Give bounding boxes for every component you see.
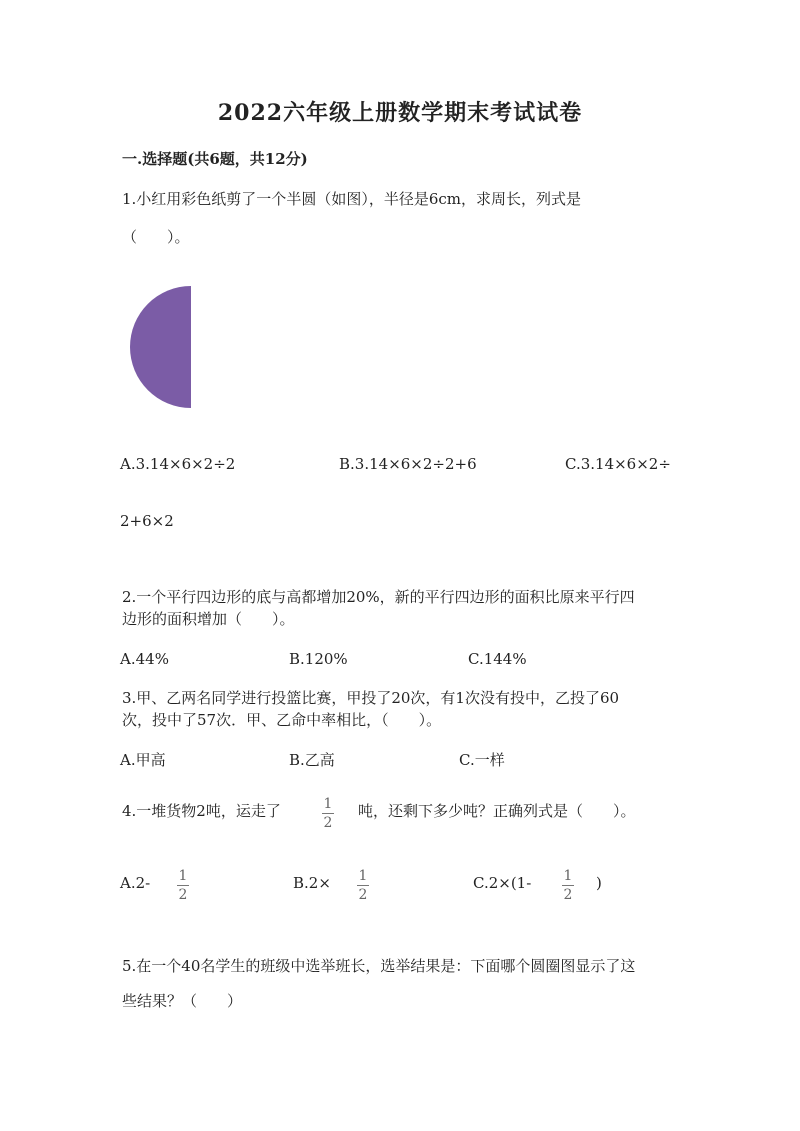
q1-text-line1: 1.小红用彩色纸剪了一个半圆（如图），半径是6cm，求周长，列式是 [122, 190, 581, 208]
q5-text-line2: 些结果？（ ） [122, 992, 243, 1010]
page-title: 2022六年级上册数学期末考试试卷 [217, 100, 583, 126]
q5-text-line1: 5.在一个40名学生的班级中选举班长，选举结果是：下面哪个圆圈图显示了这 [122, 957, 636, 975]
q2-option-c[interactable]: C.144% [468, 650, 527, 668]
fraction-numerator: 1 [563, 868, 573, 884]
q4-option-b[interactable]: B.2× [293, 874, 331, 892]
q1-option-c-continued: 2+6×2 [120, 512, 174, 530]
q3-option-c[interactable]: C.一样 [459, 751, 505, 769]
fraction-numerator: 1 [358, 868, 368, 884]
q4-fraction [320, 796, 336, 831]
section-heading: 一.选择题(共6题，共12分) [122, 150, 308, 168]
q2-text-line1: 2.一个平行四边形的底与高都增加20%，新的平行四边形的面积比原来平行四 [122, 588, 635, 606]
fraction-denominator: 2 [178, 887, 188, 903]
q4-option-b-fraction [355, 868, 371, 903]
fraction-bar [357, 885, 369, 886]
q2-option-a[interactable]: A.44% [120, 650, 169, 668]
fraction-numerator: 1 [178, 868, 188, 884]
q4-text-before: 4.一堆货物2吨，运走了 [122, 802, 281, 820]
q4-option-c[interactable]: C.2×(1- [473, 874, 532, 892]
q1-text-line2: （ ）。 [122, 228, 190, 246]
q4-option-c-fraction [560, 868, 576, 903]
fraction-denominator: 2 [358, 887, 368, 903]
q3-option-a[interactable]: A.甲高 [120, 751, 166, 769]
q2-text-line2: 边形的面积增加（ ）。 [122, 610, 295, 628]
q1-option-a[interactable]: A.3.14×6×2÷2 [120, 455, 236, 473]
fraction-bar [322, 813, 334, 814]
q3-option-b[interactable]: B.乙高 [289, 751, 335, 769]
q3-text-line2: 次，投中了57次．甲、乙命中率相比，（ ）。 [122, 711, 442, 729]
q4-option-c-close: ) [596, 874, 602, 892]
fraction-denominator: 2 [323, 815, 333, 831]
q4-option-a-fraction [175, 868, 191, 903]
fraction-numerator: 1 [323, 796, 333, 812]
q4-text-after: 吨，还剩下多少吨？正确列式是（ ）。 [358, 802, 636, 820]
q4-option-a[interactable]: A.2- [120, 874, 151, 892]
q2-option-b[interactable]: B.120% [289, 650, 348, 668]
semicircle-figure [130, 285, 192, 409]
q1-option-b[interactable]: B.3.14×6×2÷2+6 [339, 455, 477, 473]
fraction-bar [562, 885, 574, 886]
fraction-denominator: 2 [563, 887, 573, 903]
q3-text-line1: 3.甲、乙两名同学进行投篮比赛，甲投了20次，有1次没有投中，乙投了60 [122, 689, 620, 707]
fraction-bar [177, 885, 189, 886]
q1-option-c[interactable]: C.3.14×6×2÷ [565, 455, 671, 473]
